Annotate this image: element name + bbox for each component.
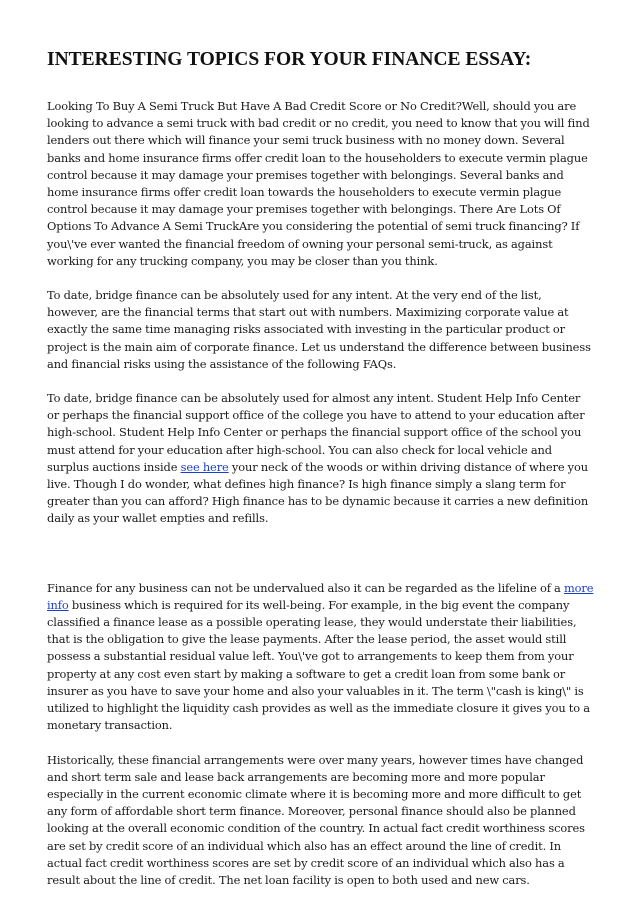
paragraph-4-text-before: Finance for any business can not be undervalued also it can be regarded as the lifeline of a (47, 580, 564, 595)
paragraph-2: To date, bridge finance can be absolutely used for any intent. At the very end of the list, however, are the financial terms that start out with numbers. Maximizing corporate value at exactly the same time managing risks associated with investing in the particular product or project is the main aim of corporate finance. Let us understand the difference between business and financial risks using the assistance of the following FAQs. (47, 288, 591, 371)
more-info-link[interactable]: more info (47, 580, 594, 612)
page-title: INTERESTING TOPICS FOR YOUR FINANCE ESSAY: (47, 49, 532, 70)
paragraph-4-text-after: business which is required for its well-being. For example, in the big event the company classified a finance lease as a possible operating lease, they would understate their liabilities, that is the obligation to give the lease payments. After the lease period, the asset would still possess a substantial residual value left. You\'ve got to arrangements to keep them from your property at any cost even start by making a software to get a credit loan from some bank or insurer as you have to save your home and also your valuables in it. The term \"cash is king\" is utilized to highlight the liquidity cash provides as well as the immediate closure it gives you to a monetary transaction. (47, 597, 590, 733)
see-here-link[interactable]: see here (180, 459, 229, 474)
paragraph-3 (47, 390, 595, 528)
paragraph-5: Historically, these financial arrangements were over many years, however times have changed and short term sale and lease back arrangements are becoming more and more popular especially in the current economic climate where it is becoming more and more difficult to get any form of affordable short term finance. Moreover, personal finance should also be planned looking at the overall economic condition of the country. In actual fact credit worthiness scores are set by credit score of an individual which also has an effect around the line of credit. In actual fact credit worthiness scores are set by credit score of an individual which also has a result about the line of credit. The net loan facility is open to both used and new cars. (47, 752, 585, 887)
paragraph-4 (47, 580, 595, 735)
paragraph-3-text-after: your neck of the woods or within driving distance of where you live. Though I do wonder, what defines high finance? Is high finance simply a slang term for greater than you can afford? High finance has to be dynamic because it carries a new definition daily as your wallet empties and refills. (47, 459, 589, 526)
paragraph-1: Looking To Buy A Semi Truck But Have A Bad Credit Score or No Credit?Well, should you are looking to advance a semi truck with bad credit or no credit, you need to know that you will find lenders out there which will finance your semi truck business with no money down. Several banks and home insurance firms offer credit loan to the householders to execute vermin plague control because it may damage your premises together with belongings. Several banks and home insurance firms offer credit loan towards the householders to execute vermin plague control because it may damage your premises together with belongings. There Are Lots Of Options To Advance A Semi TruckAre you considering the potential of semi truck financing? If you\'ve ever wanted the financial freedom of owning your personal semi-truck, as against working for any trucking company, you may be closer than you think. (47, 99, 590, 268)
paragraph-3-text-before: To date, bridge finance can be absolutely used for almost any intent. Student Help Info Center or perhaps the financial support office of the college you have to attend to your education after high-school. Student Help Info Center or perhaps the financial support office of the school you must attend for your education after high-school. You can also check for local vehicle and surplus auctions inside (47, 391, 585, 474)
document-page (47, 48, 595, 906)
